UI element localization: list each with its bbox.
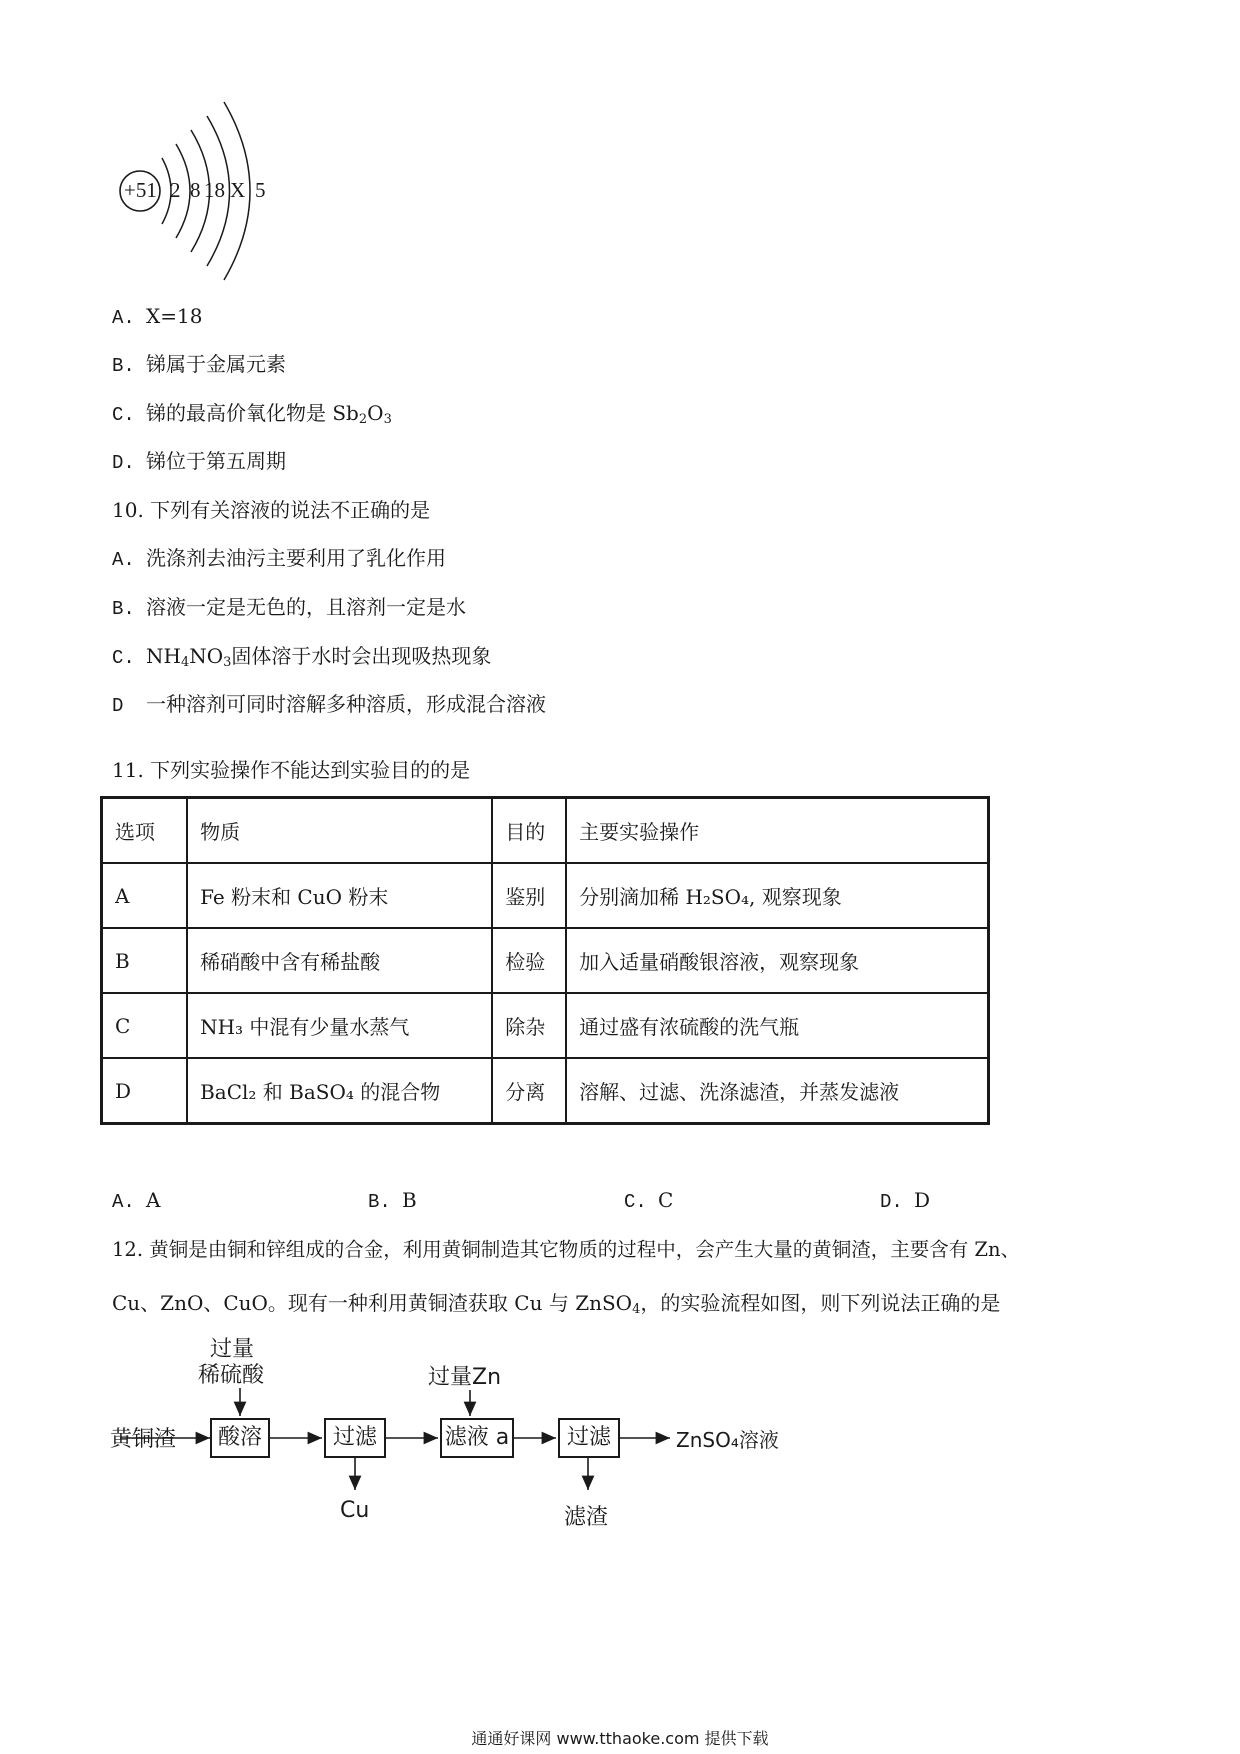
nucleus-charge: +51 [124, 178, 157, 202]
table-cell: D [102, 1058, 188, 1124]
table-cell: 通过盛有浓硫酸的洗气瓶 [566, 993, 988, 1058]
q11-stem: 11. 下列实验操作不能达到实验目的的是 [112, 758, 471, 782]
table-header-row [102, 798, 989, 864]
flow-box-filtrate-a: 滤液 a [440, 1418, 514, 1458]
flow-output-cu: Cu [340, 1498, 370, 1523]
shell-4-count: X [230, 178, 246, 202]
flow-final-product: ZnSO₄溶液 [676, 1428, 779, 1452]
q9-option-b: B. 锑属于金属元素 [112, 352, 286, 377]
q10-option-c: C. $NH_4NO_3$固体溶于水时会出现吸热现象 [112, 644, 492, 670]
table-cell: 分别滴加稀 H₂SO₄, 观察现象 [566, 863, 988, 928]
process-flowchart [110, 1330, 830, 1570]
atom-structure-diagram [112, 96, 292, 286]
header-cell: 主要实验操作 [566, 798, 988, 864]
table-row [102, 1058, 989, 1124]
flow-box-filter-1: 过滤 [324, 1418, 386, 1458]
q12-stem-line1: 12. 黄铜是由铜和锌组成的合金，利用黄铜制造其它物质的过程中，会产生大量的黄铜渣，主要含有 Zn、 [112, 1238, 1021, 1261]
table-cell: C [102, 993, 188, 1058]
shell-2-count: 8 [190, 178, 201, 202]
q9-option-d: D. 锑位于第五周期 [112, 449, 286, 474]
flow-output-residue: 滤渣 [564, 1505, 609, 1530]
table-cell: 除杂 [492, 993, 566, 1058]
table-cell: 检验 [492, 928, 566, 993]
table-cell: 鉴别 [492, 863, 566, 928]
flow-reagent1-top: 过量 [210, 1337, 255, 1362]
q9-option-a: A. X=18 [112, 304, 203, 329]
table-cell: Fe 粉末和 CuO 粉末 [187, 863, 492, 928]
q12-stem-line2: Cu、ZnO、CuO。现有一种利用黄铜渣获取 Cu 与 ZnSO$_4$，的实验流程如图，则下列说法正确的是 [112, 1291, 1001, 1317]
page-footer: 通通好课网 www.tthaoke.com 提供下载 [471, 1729, 769, 1748]
header-cell: 物质 [187, 798, 492, 864]
q11-answer-b: B. B [368, 1188, 417, 1213]
flow-input-label: 黄铜渣 [110, 1427, 177, 1452]
experiment-table [100, 796, 990, 1125]
shell-5-count: 5 [255, 178, 266, 202]
table-cell: NH₃ 中混有少量水蒸气 [187, 993, 492, 1058]
q10-option-d: D 一种溶剂可同时溶解多种溶质，形成混合溶液 [112, 692, 546, 717]
table-cell: 稀硝酸中含有稀盐酸 [187, 928, 492, 993]
flow-reagent1-bottom: 稀硫酸 [198, 1363, 265, 1388]
q9-option-c: C. 锑的最高价氧化物是 $Sb_2O_3$ [112, 401, 392, 427]
q10-stem: 10. 下列有关溶液的说法不正确的是 [112, 498, 431, 522]
table-cell: 溶解、过滤、洗涤滤渣，并蒸发滤液 [566, 1058, 988, 1124]
q11-answer-a: A. A [112, 1188, 161, 1213]
table-cell: 加入适量硝酸银溶液，观察现象 [566, 928, 988, 993]
flow-box-acid-dissolve: 酸溶 [210, 1418, 270, 1458]
table-cell: BaCl₂ 和 BaSO₄ 的混合物 [187, 1058, 492, 1124]
table-row [102, 863, 989, 928]
shell-3-count: 18 [204, 178, 225, 202]
q11-answer-c: C. C [624, 1188, 674, 1213]
table-cell: A [102, 863, 188, 928]
header-cell: 选项 [102, 798, 188, 864]
table-row [102, 928, 989, 993]
q10-option-b: B. 溶液一定是无色的，且溶剂一定是水 [112, 595, 466, 620]
flow-reagent2: 过量Zn [428, 1365, 502, 1390]
table-cell: 分离 [492, 1058, 566, 1124]
q11-answer-d: D. D [880, 1188, 931, 1213]
q10-option-a: A. 洗涤剂去油污主要利用了乳化作用 [112, 546, 446, 571]
table-cell: B [102, 928, 188, 993]
table-row [102, 993, 989, 1058]
flow-box-filter-2: 过滤 [558, 1418, 620, 1458]
header-cell: 目的 [492, 798, 566, 864]
shell-1-count: 2 [170, 178, 181, 202]
